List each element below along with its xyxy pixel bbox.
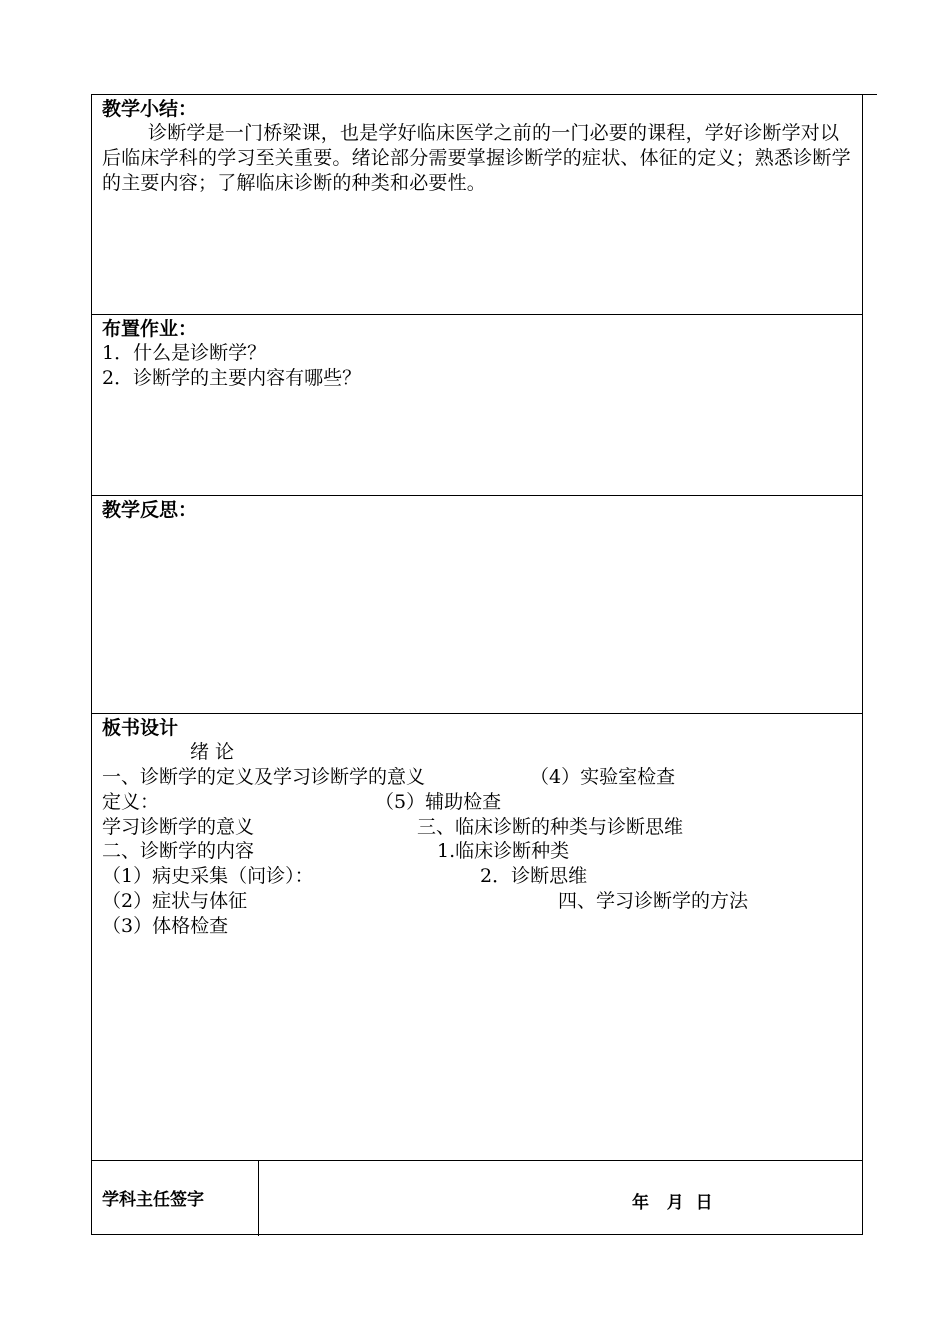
homework-item: 2．诊断学的主要内容有哪些？ xyxy=(102,367,362,389)
homework-item: 1．什么是诊断学？ xyxy=(102,342,267,364)
board-line: 1.临床诊断种类 xyxy=(437,840,570,862)
summary-text: 诊断学是一门桥梁课，也是学好临床医学之前的一门必要的课程，学好诊断学对以后临床学科的学习至关重要。绪论部分需要掌握诊断学的症状、体征的定义；熟悉诊断学的主要内容；了解临床诊断的种类和必要性。 xyxy=(102,122,851,194)
board-title: 绪 论 xyxy=(190,741,235,763)
signature-date: 年 月 日 xyxy=(632,1193,713,1213)
board-line: 一、诊断学的定义及学习诊断学的意义 xyxy=(102,766,426,788)
board-line: （4）实验室检查 xyxy=(530,766,676,788)
corner-tick xyxy=(863,94,877,95)
homework-heading: 布置作业： xyxy=(102,318,198,340)
homework-section xyxy=(92,315,862,496)
board-section xyxy=(92,714,862,1160)
board-line: 定义： xyxy=(102,791,160,813)
board-line: （5）辅助检查 xyxy=(375,791,502,813)
summary-section xyxy=(92,95,862,314)
summary-heading: 教学小结： xyxy=(102,98,198,120)
lesson-plan-table xyxy=(91,94,863,1235)
board-line: 三、临床诊断的种类与诊断思维 xyxy=(417,816,684,838)
board-line: 2．诊断思维 xyxy=(480,865,588,887)
board-heading: 板书设计 xyxy=(102,717,179,739)
board-line: 学习诊断学的意义 xyxy=(102,816,255,838)
board-line: （2）症状与体征 xyxy=(102,890,248,912)
signature-label: 学科主任签字 xyxy=(102,1190,204,1210)
board-line: （3）体格检查 xyxy=(102,915,229,937)
reflection-section xyxy=(92,496,862,713)
board-line: 四、学习诊断学的方法 xyxy=(558,890,749,912)
signature-section xyxy=(92,1161,862,1236)
reflection-heading: 教学反思： xyxy=(102,499,198,521)
board-line: 二、诊断学的内容 xyxy=(102,840,255,862)
board-line: （1）病史采集（问诊）： xyxy=(102,865,314,887)
signature-column-divider xyxy=(258,1161,259,1236)
